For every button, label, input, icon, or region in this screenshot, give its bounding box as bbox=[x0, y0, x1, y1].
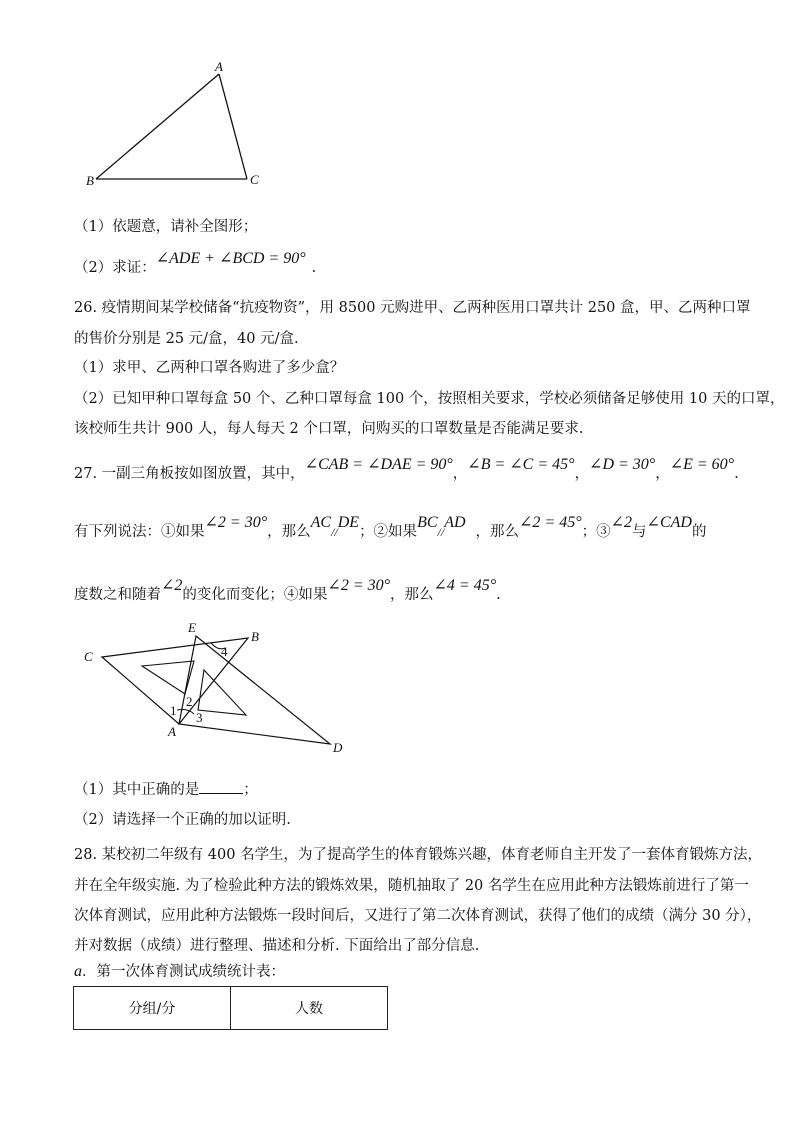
text-if-2: ；②如果 bbox=[359, 524, 418, 540]
q28-line2: 并在全年级实施. 为了检验此种方法的锻炼效果，随机抽取了 20 名学生在应用此种方法锻炼前进行了第一 bbox=[74, 878, 749, 894]
q25-part2 bbox=[74, 250, 317, 278]
parallel-symbol: // bbox=[437, 525, 445, 539]
statements-intro: 有下列说法：①如果 bbox=[74, 524, 205, 540]
item-a-text: ．第一次体育测试成绩统计表： bbox=[82, 964, 285, 980]
comma: ， bbox=[655, 466, 670, 482]
q26-line1: 26. 疫情期间某学校储备“抗疫物资”，用 8500 元购进甲、乙两种医用口罩共计 250 盒，甲、乙两种口罩 bbox=[74, 300, 751, 316]
q28-line1: 28. 某校初二年级有 400 名学生，为了提高学生的体育锻炼兴趣，体育老师自主开发了一套体育锻炼方法， bbox=[74, 847, 763, 863]
math-angle2-45: ∠2 = 45° bbox=[519, 514, 582, 531]
q28-table-caption bbox=[74, 962, 285, 982]
vertex-c-label: C bbox=[250, 172, 259, 187]
text-with: 与 bbox=[632, 524, 647, 540]
q27-condition-3: ∠D = 30° bbox=[589, 456, 656, 473]
q26-line3: （1）求甲、乙两种口罩各购进了多少盒？ bbox=[74, 360, 345, 376]
math-bc: BC bbox=[417, 514, 438, 531]
vertex-b-label: B bbox=[251, 629, 259, 644]
triangle-abc-figure bbox=[80, 58, 280, 198]
q27-statements-line bbox=[74, 514, 707, 542]
q25-part1: （1）依题意，请补全图形； bbox=[74, 219, 258, 235]
q27-part1 bbox=[74, 779, 258, 800]
vertex-c-label: C bbox=[84, 649, 93, 664]
math-angle4-45: ∠4 = 45° bbox=[433, 577, 497, 594]
q27-condition-2: ∠B = ∠C = 45° bbox=[467, 456, 575, 473]
vertex-e-label: E bbox=[188, 620, 196, 635]
q27-statements-line-2 bbox=[74, 577, 501, 605]
vertex-b-label: B bbox=[86, 173, 94, 188]
vertex-a-label: A bbox=[215, 59, 223, 74]
angle-3-label: 3 bbox=[196, 710, 203, 725]
q28-line3: 次体育测试，应用此种方法锻炼一段时间后，又进行了第二次体育测试，获得了他们的成绩（满分 30 分）， bbox=[74, 908, 762, 924]
text-sum-changes: 度数之和随着 bbox=[74, 587, 161, 603]
set-squares-figure bbox=[80, 618, 360, 763]
angle-2-label: 2 bbox=[186, 694, 193, 709]
math-angle2-30: ∠2 = 30° bbox=[204, 514, 268, 531]
text-then: ，那么 bbox=[390, 587, 434, 603]
q26-line5: 该校师生共计 900 人，每人每天 2 个口罩，问购买的口罩数量是否能满足要求. bbox=[74, 421, 584, 437]
q27-intro-line bbox=[74, 456, 739, 484]
text-item-3: ；③ bbox=[581, 524, 611, 540]
q28-line4: 并对数据（成绩）进行整理、描述和分析. 下面给出了部分信息. bbox=[74, 938, 480, 954]
angle-4-label: 4 bbox=[221, 644, 228, 659]
period: . bbox=[496, 587, 501, 603]
angle-1-label: 1 bbox=[170, 703, 177, 718]
item-a-label: a bbox=[74, 963, 82, 980]
math-angle2: ∠2 bbox=[161, 577, 183, 594]
q25-part2-prefix: （2）求证： bbox=[74, 260, 156, 276]
q27-part2: （2）请选择一个正确的加以证明. bbox=[74, 812, 291, 828]
q25-part2-suffix: . bbox=[311, 260, 317, 276]
table-header-row bbox=[74, 987, 388, 1030]
answer-blank[interactable] bbox=[199, 779, 243, 794]
q26-line2: 的售价分别是 25 元/盒，40 元/盒. bbox=[74, 331, 299, 347]
score-table bbox=[73, 986, 388, 1030]
q27-part1-end: ； bbox=[243, 782, 258, 798]
q25-part2-math: ∠ADE + ∠BCD = 90° bbox=[155, 250, 306, 267]
parallel-symbol: // bbox=[331, 525, 338, 539]
math-angle-cad: ∠CAD bbox=[646, 514, 692, 531]
math-ad: AD bbox=[444, 514, 466, 531]
text-then: ，那么 bbox=[475, 524, 520, 540]
table-header-cell: 人数 bbox=[231, 987, 388, 1030]
comma: ， bbox=[452, 466, 468, 482]
vertex-a-label: A bbox=[168, 724, 176, 739]
vertex-d-label: D bbox=[333, 740, 343, 755]
math-angle2: ∠2 bbox=[610, 514, 633, 531]
q27-part1-text: （1）其中正确的是 bbox=[74, 782, 200, 798]
table-header-cell: 分组/分 bbox=[74, 987, 231, 1030]
text-then: ，那么 bbox=[267, 524, 311, 540]
q27-condition-4: ∠E = 60° bbox=[669, 456, 735, 473]
math-ac: AC bbox=[310, 514, 332, 531]
q27-intro: 27. 一副三角板按如图放置，其中， bbox=[74, 466, 305, 482]
math-de: DE bbox=[337, 514, 360, 531]
q27-condition-1: ∠CAB = ∠DAE = 90° bbox=[304, 456, 453, 473]
text-de: 的 bbox=[691, 524, 707, 540]
math-angle2-30: ∠2 = 30° bbox=[327, 577, 391, 594]
comma: ， bbox=[574, 466, 590, 482]
text-if-4: 的变化而变化；④如果 bbox=[182, 587, 328, 603]
q26-line4: （2）已知甲种口罩每盒 50 个、乙种口罩每盒 100 个，按照相关要求，学校必须储备足够使用 10 天的口罩， bbox=[74, 391, 785, 407]
period: . bbox=[734, 466, 739, 482]
